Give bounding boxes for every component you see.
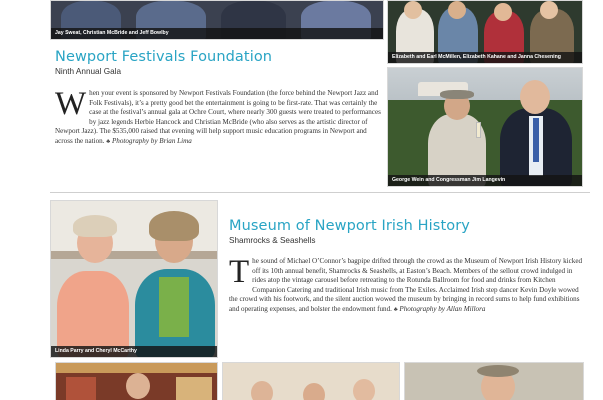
- photo-caption: Jay Sweat, Christian McBride and Jeff Bowlby: [51, 28, 383, 39]
- drop-cap: T: [229, 254, 250, 290]
- photo-credit: Photography by Brian Lima: [111, 136, 192, 145]
- drop-cap: W: [55, 86, 87, 122]
- article-irish: [229, 254, 584, 316]
- section-title-irish: Museum of Newport Irish History: [229, 218, 470, 234]
- photo-credit: Photography by Allan Millora: [399, 304, 486, 313]
- photo-ballroom-group: [222, 362, 400, 400]
- section-title-festivals: Newport Festivals Foundation: [55, 49, 273, 65]
- photo-carousel: [55, 362, 218, 400]
- leaf-icon: ♣: [393, 306, 398, 313]
- photo-george-wein: [387, 67, 583, 187]
- leaf-icon: ♣: [106, 138, 111, 145]
- article-body: he sound of Michael O’Connor’s bagpipe drifted through the crowd as the Museum of Newport Irish History kicked off its 10th annual benefit, Shamrocks & Seashells, at Easton’s Beach. Members of the sellout crowd indulged in rides atop the vintage carousel before retreating to the Rotunda Ballroom for food and drinks from Kitchen Companion Catering and traditional Irish music from The Exiles. Acclaimed Irish step dancer Kevin Doyle wowed the crowd with his footwork, and the silent auction wowed the museum by bringing in record sums to help fund exhibitions and operating expenses, and bolster the endowment fund.: [229, 257, 583, 313]
- article-festivals: [55, 86, 381, 148]
- photo-caption: Linda Parry and Cheryl McCarthy: [51, 346, 217, 357]
- photo-caption: Elizabeth and Earl McMillen, Elizabeth Kahane and Janna Chesening: [388, 52, 582, 63]
- article-body: hen your event is sponsored by Newport Festivals Foundation (the force behind the Newport Jazz and Folk Festivals), it’s a pretty good bet the entertainment is going to be first-rate. That was certainly the case at the festival’s annual gala at Ochre Court, where nearly 300 guests were treated to performances by jazz legends Herbie Hancock and Christian McBride (who also serves as the artistic director of Newport Jazz). The $535,000 raised that evening will help support music education programs in Newport and across the nation.: [55, 89, 381, 145]
- section-divider: [50, 192, 590, 193]
- photo-parry-mccarthy: [50, 200, 218, 358]
- photo-caption: George Wein and Congressman Jim Langevin: [388, 175, 582, 186]
- photo-jay-sweat-group: [50, 0, 384, 40]
- section-subtitle-irish: Shamrocks & Seashells: [229, 236, 316, 245]
- photo-mcmillen-group: [387, 0, 583, 64]
- photo-guest: [404, 362, 584, 400]
- section-subtitle-festivals: Ninth Annual Gala: [55, 67, 121, 76]
